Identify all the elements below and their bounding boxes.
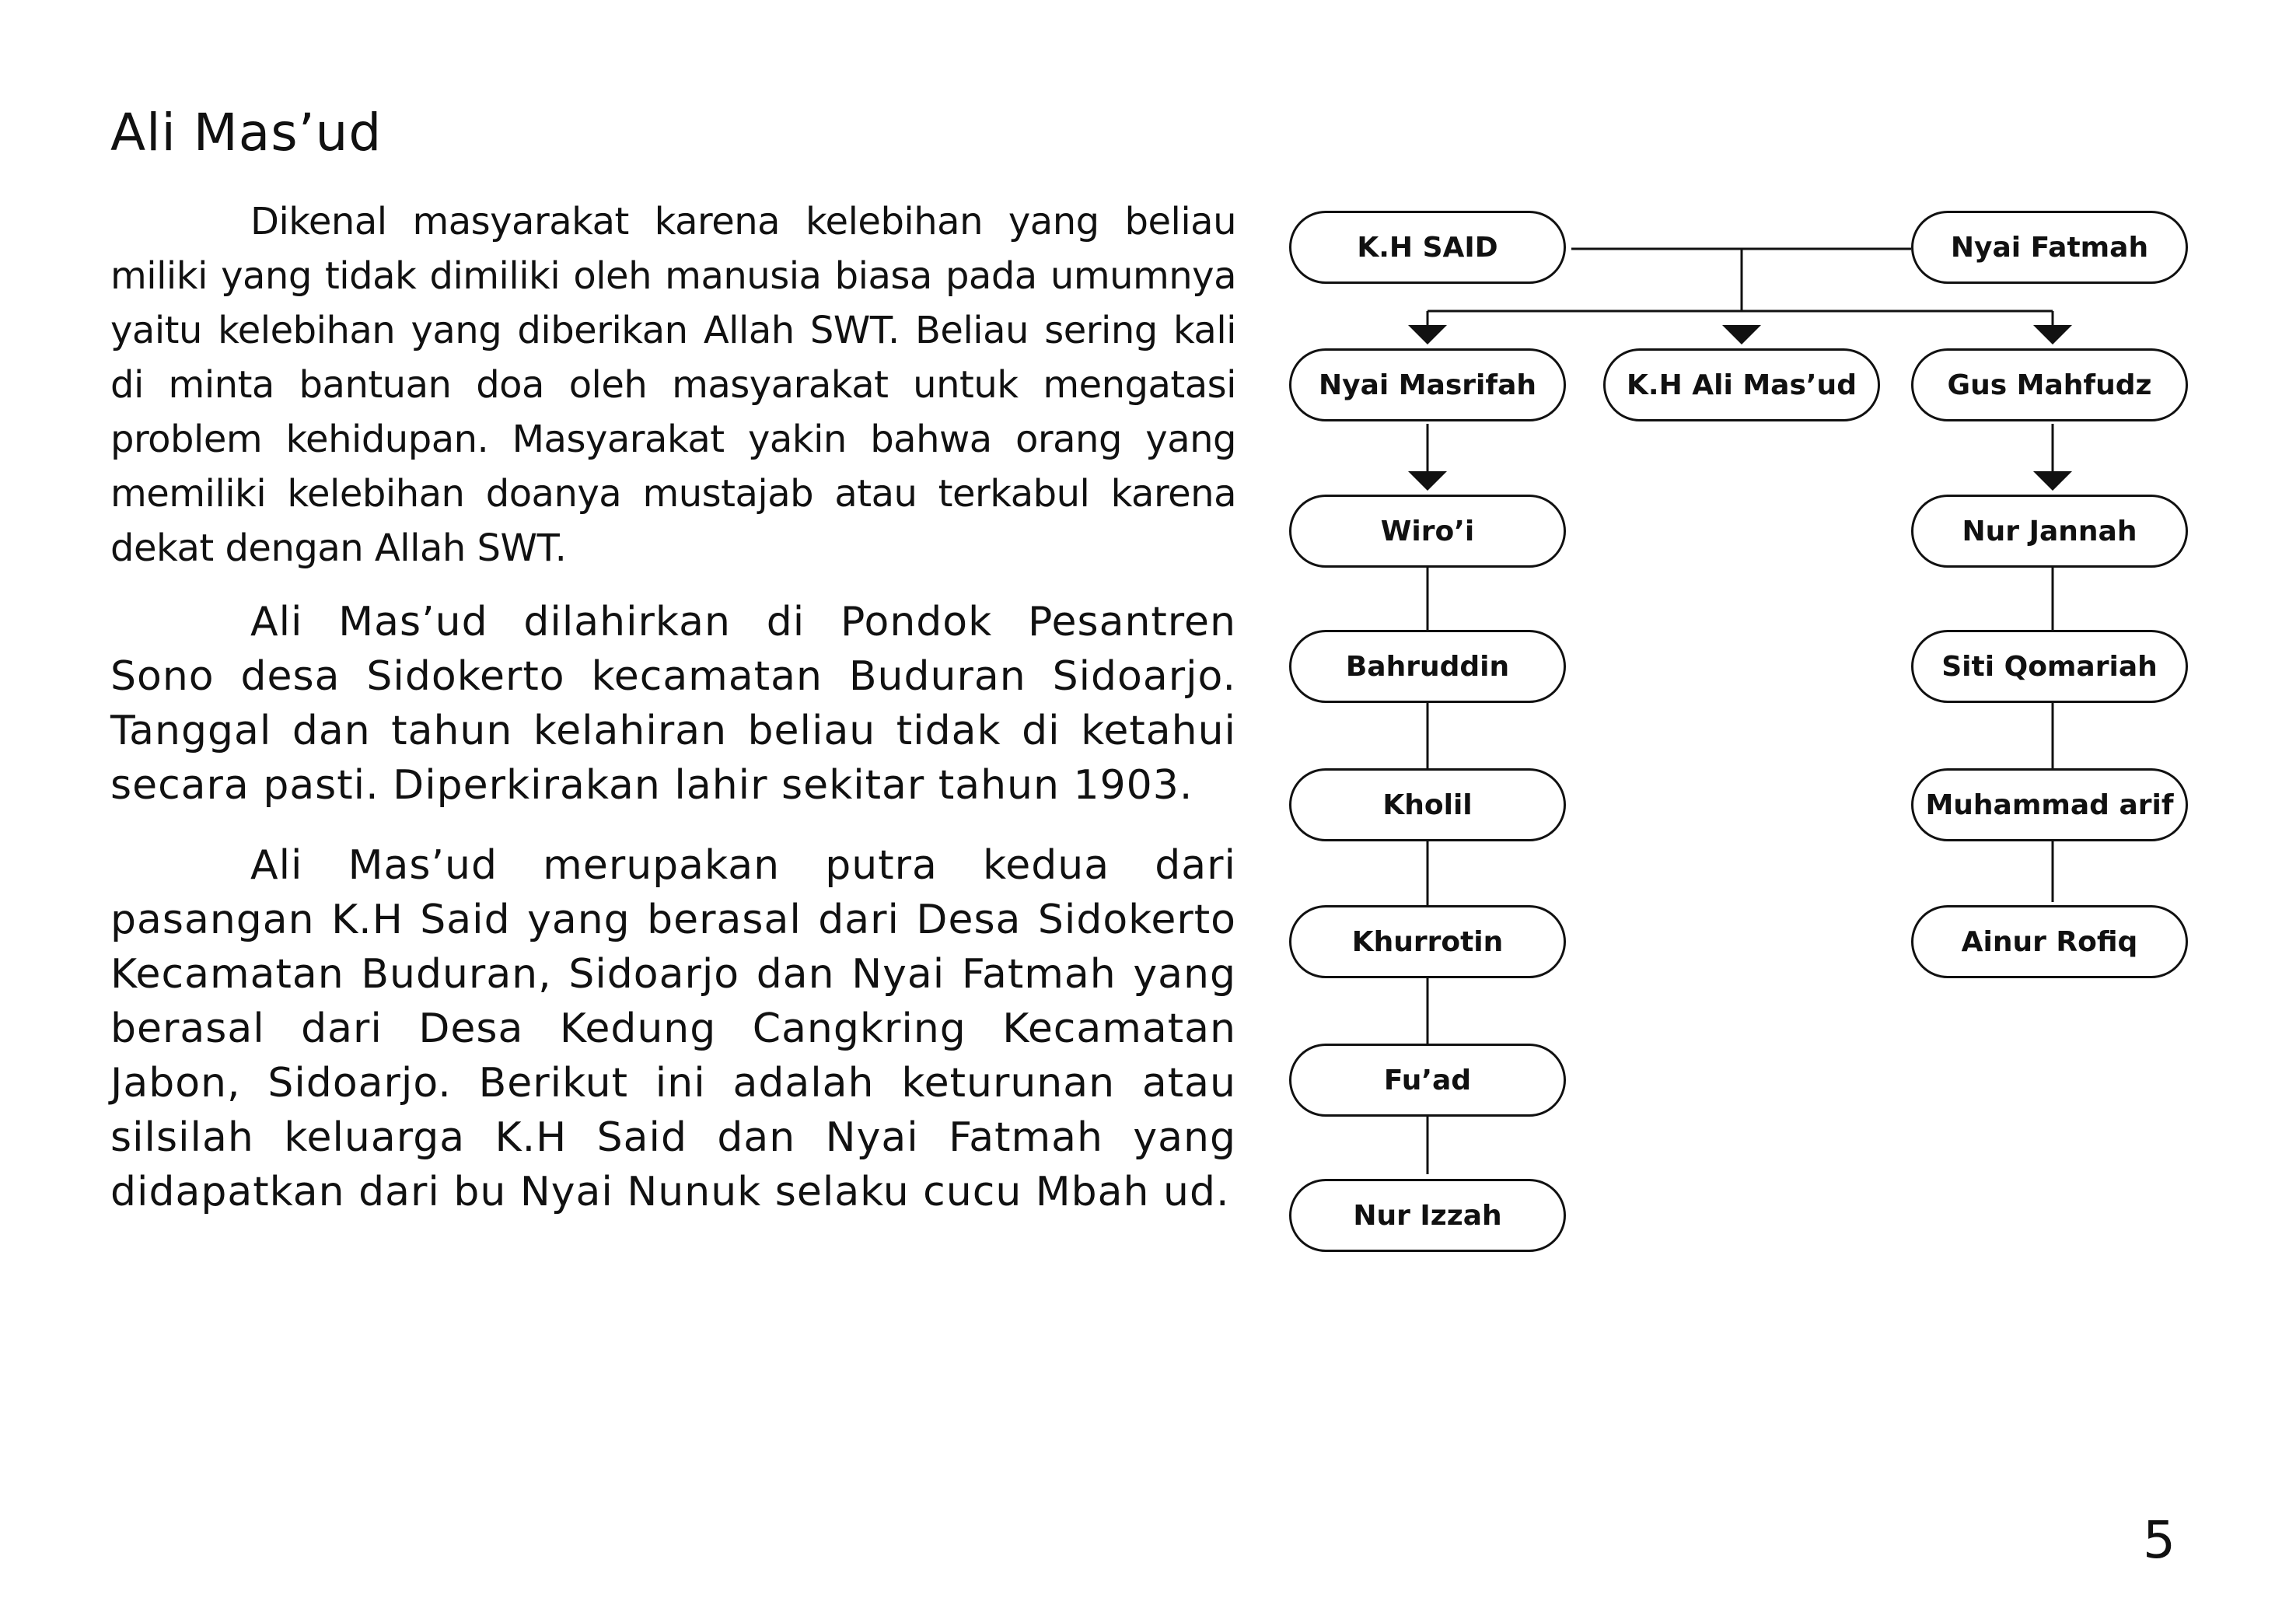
paragraph-1-text: Dikenal masyarakat karena kelebihan yang beliau miliki yang tidak dimiliki oleh manusia biasa pada umumnya yaitu kelebihan yang diberikan Allah SWT. Beliau sering kali di minta bantuan doa oleh masyarakat untuk mengatasi problem kehidupan. Masyarakat yakin bahwa orang yang memiliki kelebihan doanya mustajab atau terkabul karena dekat dengan Allah SWT. [110, 200, 1236, 570]
node-label: Siti Qomariah [1941, 650, 2158, 683]
paragraph-1 [110, 194, 1236, 575]
node-siti-qomariah [1911, 630, 2188, 703]
node-gus-mahfudz [1911, 348, 2188, 421]
paragraph-2 [110, 595, 1236, 813]
arrow-kh-ali-masud [1722, 325, 1761, 344]
node-label: Kholil [1382, 789, 1473, 821]
arrow-gus-mahfudz [2033, 325, 2072, 344]
arrow-wiroi [1408, 471, 1447, 491]
node-label: Nur Jannah [1962, 515, 2137, 547]
node-label: Bahruddin [1345, 650, 1510, 683]
node-nur-izzah [1289, 1179, 1566, 1252]
node-label: Khurrotin [1351, 925, 1504, 958]
paragraph-3 [110, 838, 1236, 1219]
node-fuad [1289, 1044, 1566, 1117]
arrow-nyai-masrifah [1408, 325, 1447, 344]
node-label: Nur Izzah [1353, 1199, 1502, 1232]
node-label: K.H SAID [1357, 231, 1498, 264]
node-kh-said [1289, 211, 1566, 284]
arrow-nur-jannah [2033, 471, 2072, 491]
node-bahruddin [1289, 630, 1566, 703]
paragraph-2-text: Ali Mas’ud dilahirkan di Pondok Pesantren Sono desa Sidokerto kecamatan Buduran Sidoarjo. Tanggal dan tahun kelahiran beliau tidak di ketahui secara pasti. Diperkirakan lahir sekitar tahun 1903. [110, 599, 1236, 809]
node-label: Ainur Rofiq [1961, 925, 2138, 958]
node-label: K.H Ali Mas’ud [1627, 369, 1857, 401]
page-number: 5 [2143, 1510, 2175, 1570]
node-ainur-rofiq [1911, 905, 2188, 978]
paragraph-3-text: Ali Mas’ud merupakan putra kedua dari pasangan K.H Said yang berasal dari Desa Sidokerto Kecamatan Buduran, Sidoarjo dan Nyai Fatmah yang berasal dari Desa Kedung Cangkring Kecamatan Jabon, Sidoarjo. Berikut ini adalah keturunan atau silsilah keluarga K.H Said dan Nyai Fatmah yang didapatkan dari bu Nyai Nunuk selaku cucu Mbah ud. [110, 842, 1236, 1215]
node-nyai-masrifah [1289, 348, 1566, 421]
node-muhammad-arif [1911, 768, 2188, 841]
node-label: Fu’ad [1383, 1064, 1472, 1096]
node-nyai-fatmah [1911, 211, 2188, 284]
node-kh-ali-masud [1603, 348, 1880, 421]
node-khurrotin [1289, 905, 1566, 978]
node-label: Muhammad arif [1925, 789, 2174, 821]
node-label: Gus Mahfudz [1947, 369, 2152, 401]
node-nur-jannah [1911, 495, 2188, 568]
node-label: Nyai Fatmah [1950, 231, 2149, 264]
page-heading: Ali Mas’ud [110, 103, 383, 163]
node-wiroi [1289, 495, 1566, 568]
node-kholil [1289, 768, 1566, 841]
node-label: Nyai Masrifah [1319, 369, 1536, 401]
node-label: Wiro’i [1380, 515, 1475, 547]
